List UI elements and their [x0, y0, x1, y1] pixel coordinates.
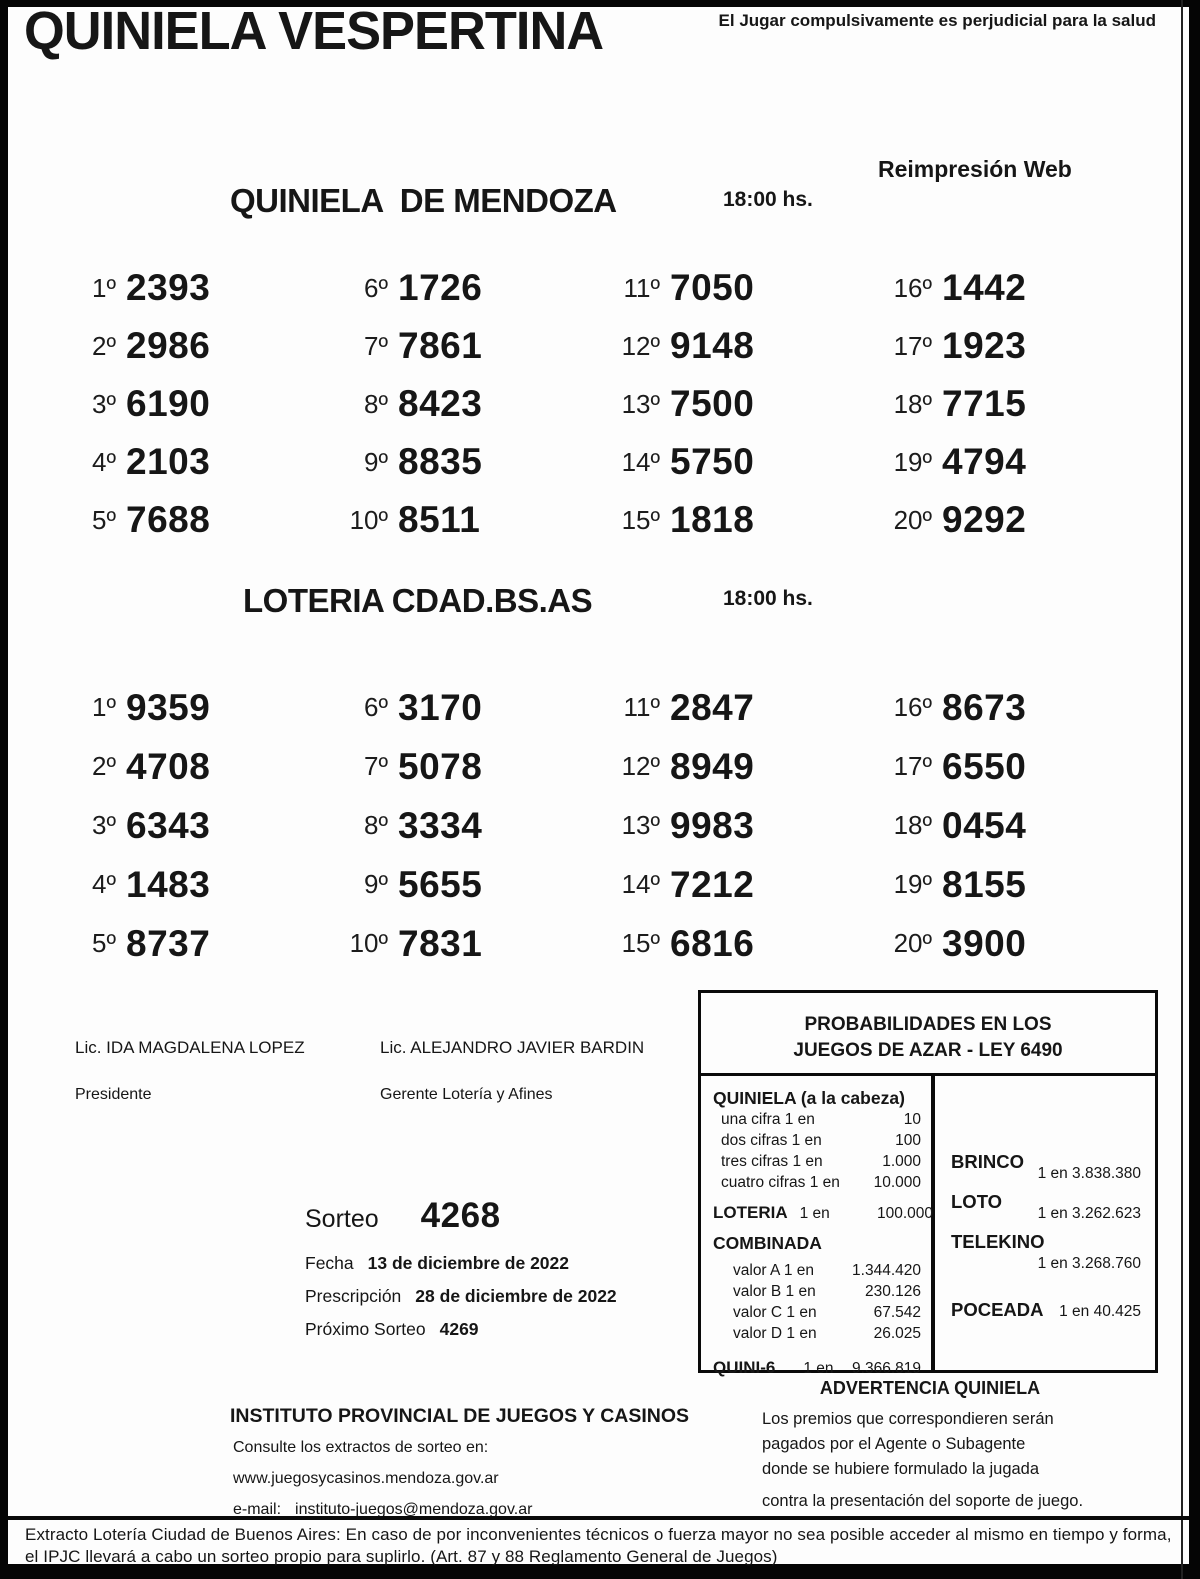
odds-label: valor D 1 en: [733, 1325, 817, 1342]
draw-result: [602, 433, 874, 491]
draw-position: 20º: [893, 504, 932, 535]
odds-value: 230.126: [864, 1283, 921, 1300]
draw-number: 3334: [398, 804, 483, 846]
draw-position: 18º: [893, 388, 932, 419]
draw-result: [602, 855, 874, 914]
odds-row: [713, 1109, 921, 1130]
draw-number: 6343: [126, 804, 211, 846]
draw-position: 14º: [621, 446, 660, 477]
draw-number: 5750: [670, 441, 755, 482]
loto-odds: [951, 1191, 1141, 1223]
draw-position: 8º: [364, 388, 388, 419]
odds-label: valor C 1 en: [733, 1304, 817, 1321]
institute-name: INSTITUTO PROVINCIAL DE JUEGOS Y CASINOS: [230, 1405, 690, 1427]
draw-position: 10º: [349, 928, 388, 958]
draw-result: [874, 491, 1146, 549]
draw-result: [58, 914, 330, 973]
probabilities-left-column: [701, 1076, 935, 1377]
page-border-inner-line: [1181, 0, 1183, 1579]
draw-position: 10º: [349, 504, 388, 535]
draw-result: [330, 259, 602, 317]
draw-position: 5º: [92, 504, 116, 535]
draw-number: 9359: [126, 686, 211, 728]
draw-result: [58, 796, 330, 855]
next-draw-row: [305, 1319, 479, 1340]
draw-number: 2103: [126, 441, 211, 482]
poceada-odds: [951, 1299, 1141, 1321]
draw-result: [58, 855, 330, 914]
draw-number: 2986: [126, 325, 211, 366]
odds-value: 100: [895, 1132, 921, 1149]
draw-position: 3º: [92, 810, 116, 840]
draw-position: 4º: [92, 869, 116, 899]
draw-position: 17º: [893, 330, 932, 361]
bsas-draw-time: 18:00 hs.: [723, 587, 813, 610]
game-name: LOTERIA: [713, 1203, 788, 1222]
draw-result: [330, 678, 602, 737]
next-draw-value: 4269: [439, 1319, 479, 1339]
draw-position: 19º: [893, 869, 932, 899]
draw-number: 7861: [398, 325, 483, 366]
draw-number: 5078: [398, 745, 483, 787]
draw-result: [602, 737, 874, 796]
draw-position: 13º: [621, 810, 660, 840]
draw-number: 6816: [670, 922, 755, 964]
draw-number: 4708: [126, 745, 211, 787]
draw-number: 7212: [670, 863, 755, 905]
draw-number: 7688: [126, 499, 211, 540]
draw-position: 6º: [364, 272, 388, 303]
prescription-value: 28 de diciembre de 2022: [415, 1286, 617, 1306]
odds-row: [713, 1130, 921, 1151]
draw-result: [58, 737, 330, 796]
draw-result: [602, 317, 874, 375]
draw-position: 12º: [621, 330, 660, 361]
draw-result: [602, 914, 874, 973]
email-label: e-mail:: [233, 1501, 282, 1518]
game-name: POCEADA: [951, 1299, 1044, 1320]
odds-value: 9.366.819: [852, 1360, 921, 1377]
probabilities-right-column: [935, 1076, 1155, 1373]
game-name: LOTO: [951, 1191, 1003, 1212]
odds-label: valor A 1 en: [733, 1262, 815, 1279]
draw-number: 2393: [126, 267, 211, 308]
web-reprint-label: Reimpresión Web: [878, 156, 1072, 182]
draw-number: 1726: [398, 267, 483, 308]
warning-line: Los premios que correspondieren serán: [762, 1410, 1054, 1428]
draw-position: 8º: [364, 810, 388, 840]
odds-value: 1 en 3.262.623: [1037, 1205, 1141, 1222]
draw-result: [874, 914, 1146, 973]
telekino-odds: [951, 1231, 1141, 1273]
odds-value: 1 en 3.268.760: [1037, 1255, 1141, 1272]
draw-number: 8155: [942, 863, 1027, 905]
draw-position: 6º: [364, 692, 388, 722]
draw-number: 0454: [942, 804, 1027, 846]
probabilities-title-line1: PROBABILIDADES EN LOS: [804, 1014, 1052, 1035]
odds-row: [713, 1151, 921, 1172]
draw-result: [874, 375, 1146, 433]
draw-position: 13º: [621, 388, 660, 419]
draw-result: [330, 491, 602, 549]
official-name: Lic. ALEJANDRO JAVIER BARDIN: [380, 1038, 645, 1057]
draw-number: 1818: [670, 499, 755, 540]
draw-result: [58, 678, 330, 737]
draw-result: [874, 259, 1146, 317]
odds-row: [713, 1323, 921, 1344]
draw-number: 7500: [670, 383, 755, 424]
footer-disclaimer: Extracto Lotería Ciudad de Buenos Aires: En caso de por inconvenientes técnicos o fuerza mayor no sea posible acceder al mismo en tiempo y forma, el IPJC llevará a cabo un sorteo propio para suplirlo. (Art. 87 y 88 Reglamento General de Juegos): [25, 1525, 1172, 1566]
probabilities-title-line2: JUEGOS DE AZAR - LEY 6490: [793, 1040, 1063, 1061]
draw-result: [602, 259, 874, 317]
draw-date-row: [305, 1253, 569, 1274]
odds-value: 10.000: [873, 1174, 921, 1191]
draw-result: [602, 375, 874, 433]
odds-mid: 1 en: [803, 1360, 834, 1377]
draw-result: [330, 914, 602, 973]
probabilities-box: [698, 990, 1158, 1377]
draw-result: [330, 433, 602, 491]
draw-result: [602, 678, 874, 737]
draw-number: 7715: [942, 383, 1027, 424]
draw-date-value: 13 de diciembre de 2022: [367, 1253, 570, 1273]
loteria-odds-row: [713, 1202, 933, 1225]
draw-id-label: Sorteo: [305, 1205, 379, 1233]
odds-value: 100.000: [876, 1205, 933, 1222]
odds-value: 1 en 40.425: [1059, 1303, 1141, 1320]
official-manager: [380, 1038, 644, 1104]
game-name: TELEKINO: [951, 1231, 1045, 1252]
draw-position: 20º: [893, 928, 932, 958]
draw-position: 4º: [92, 446, 116, 477]
draw-position: 2º: [92, 751, 116, 781]
draw-result: [58, 491, 330, 549]
odds-label: valor B 1 en: [733, 1283, 816, 1300]
health-warning: El Jugar compulsivamente es perjudicial para la salud: [718, 11, 1156, 30]
institute-website: www.juegosycasinos.mendoza.gov.ar: [233, 1470, 499, 1487]
draw-result: [330, 855, 602, 914]
official-name: Lic. IDA MAGDALENA LOPEZ: [75, 1038, 305, 1057]
draw-result: [330, 796, 602, 855]
draw-id-row: [305, 1196, 501, 1236]
combinada-header: COMBINADA: [713, 1233, 822, 1253]
odds-label: tres cifras 1 en: [721, 1153, 823, 1170]
draw-number: 1442: [942, 267, 1027, 308]
draw-result: [602, 796, 874, 855]
draw-position: 3º: [92, 388, 116, 419]
odds-row: [713, 1302, 921, 1323]
draw-position: 15º: [621, 928, 660, 958]
odds-row: [713, 1260, 921, 1281]
draw-result: [58, 317, 330, 375]
draw-number: 8423: [398, 383, 483, 424]
draw-number: 1483: [126, 863, 211, 905]
draw-result: [58, 259, 330, 317]
draw-number: 9983: [670, 804, 755, 846]
odds-value: 26.025: [873, 1325, 921, 1342]
draw-position: 9º: [364, 446, 388, 477]
next-draw-label: Próximo Sorteo: [305, 1319, 426, 1339]
draw-result: [330, 375, 602, 433]
draw-id-number: 4268: [420, 1196, 501, 1235]
draw-position: 12º: [621, 751, 660, 781]
draw-result: [58, 375, 330, 433]
draw-result: [330, 737, 602, 796]
draw-result: [874, 678, 1146, 737]
draw-position: 19º: [893, 446, 932, 477]
game-name: QUINI-6: [713, 1358, 776, 1377]
odds-value: 1.000: [882, 1153, 921, 1170]
draw-position: 15º: [621, 504, 660, 535]
odds-row: [713, 1172, 921, 1193]
mendoza-results-grid: [58, 259, 1146, 549]
official-president: [75, 1038, 305, 1104]
draw-number: 8835: [398, 441, 483, 482]
draw-position: 7º: [364, 330, 388, 361]
official-role: Gerente Lotería y Afines: [380, 1086, 553, 1103]
draw-number: 8673: [942, 686, 1027, 728]
odds-value: 1.344.420: [852, 1262, 921, 1279]
draw-number: 6550: [942, 745, 1027, 787]
warning-line: contra la presentación del soporte de juego.: [762, 1492, 1084, 1510]
brinco-odds: [951, 1151, 1141, 1183]
institute-consult-line: Consulte los extractos de sorteo en:: [233, 1439, 489, 1456]
draw-number: 7050: [670, 267, 755, 308]
combinada-odds-rows: [713, 1260, 921, 1344]
draw-position: 16º: [893, 692, 932, 722]
mendoza-section-title: QUINIELA DE MENDOZA: [230, 182, 617, 219]
bsas-section-title: LOTERIA CDAD.BS.AS: [243, 582, 593, 619]
draw-number: 6190: [126, 383, 211, 424]
draw-position: 14º: [621, 869, 660, 899]
document-title: QUINIELA VESPERTINA: [24, 1, 604, 61]
draw-number: 8511: [398, 499, 481, 540]
odds-value: 1 en 3.838.380: [1037, 1165, 1141, 1182]
draw-number: 2847: [670, 686, 755, 728]
prescription-label: Prescripción: [305, 1286, 402, 1306]
quini6-odds-row: [713, 1357, 921, 1380]
prescription-date-row: [305, 1286, 617, 1307]
draw-number: 8737: [126, 922, 211, 964]
draw-position: 18º: [893, 810, 932, 840]
draw-number: 1923: [942, 325, 1027, 366]
draw-position: 11º: [623, 272, 660, 303]
draw-result: [874, 737, 1146, 796]
odds-value: 67.542: [873, 1304, 921, 1321]
draw-result: [58, 433, 330, 491]
quiniela-odds-header: QUINIELA (a la cabeza): [713, 1088, 905, 1108]
footer-separator: [8, 1516, 1189, 1520]
quiniela-warning-block: [700, 1378, 1160, 1514]
draw-position: 2º: [92, 330, 116, 361]
odds-row: [713, 1281, 921, 1302]
odds-label: dos cifras 1 en: [721, 1132, 822, 1149]
draw-number: 9148: [670, 325, 755, 366]
probabilities-body: [701, 1073, 1155, 1377]
email-value: instituto-juegos@mendoza.gov.ar: [295, 1501, 533, 1518]
warning-line: donde se hubiere formulado la jugada: [762, 1460, 1040, 1478]
draw-number: 8949: [670, 745, 755, 787]
game-name: BRINCO: [951, 1151, 1024, 1172]
draw-position: 5º: [92, 928, 116, 958]
official-role: Presidente: [75, 1086, 152, 1103]
draw-result: [874, 796, 1146, 855]
draw-position: 16º: [893, 272, 932, 303]
draw-result: [602, 491, 874, 549]
draw-result: [874, 855, 1146, 914]
draw-position: 11º: [623, 692, 660, 722]
draw-number: 7831: [398, 922, 483, 964]
draw-result: [330, 317, 602, 375]
quiniela-odds-rows: [713, 1109, 921, 1193]
draw-number: 3170: [398, 686, 483, 728]
odds-label: cuatro cifras 1 en: [721, 1174, 840, 1191]
draw-number: 9292: [942, 499, 1027, 540]
draw-position: 7º: [364, 751, 388, 781]
odds-mid: 1 en: [799, 1205, 830, 1222]
draw-position: 1º: [92, 272, 116, 303]
odds-value: 10: [903, 1111, 921, 1128]
draw-number: 3900: [942, 922, 1027, 964]
mendoza-draw-time: 18:00 hs.: [723, 188, 813, 211]
probabilities-title: [701, 993, 1155, 1073]
draw-position: 9º: [364, 869, 388, 899]
odds-label: una cifra 1 en: [721, 1111, 815, 1128]
draw-number: 4794: [942, 441, 1027, 482]
quiniela-warning-title: ADVERTENCIA QUINIELA: [819, 1378, 1041, 1398]
draw-position: 17º: [893, 751, 932, 781]
draw-result: [874, 433, 1146, 491]
draw-date-label: Fecha: [305, 1253, 354, 1273]
quiniela-warning-text: [700, 1407, 1160, 1514]
draw-position: 1º: [92, 692, 116, 722]
warning-line: pagados por el Agente o Subagente: [762, 1435, 1026, 1453]
draw-result: [874, 317, 1146, 375]
institute-block: [230, 1405, 689, 1519]
bsas-results-grid: [58, 678, 1146, 973]
draw-number: 5655: [398, 863, 483, 905]
